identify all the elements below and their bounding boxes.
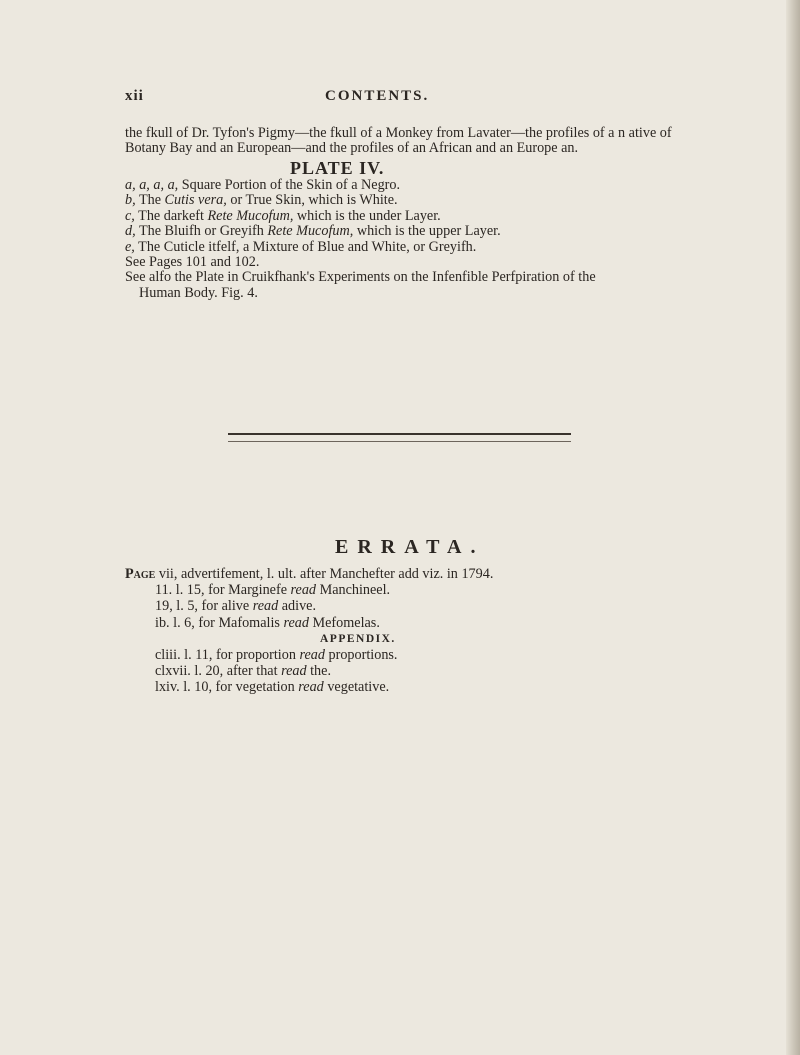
errata-text: ib. l. 6, for Mafomalis — [155, 614, 284, 631]
errata-row — [125, 679, 493, 695]
errata-after: Manchineel. — [316, 582, 391, 599]
errata-row — [125, 647, 493, 663]
errata-text: 19, l. 5, for alive — [155, 598, 253, 615]
errata-row — [125, 598, 493, 614]
errata-text: cliii. l. 11, for proportion — [155, 647, 300, 664]
errata-read: read — [281, 663, 307, 680]
errata-list — [125, 566, 493, 696]
errata-read: read — [299, 647, 325, 664]
errata-after: proportions. — [324, 647, 398, 664]
legend-text-after: which is the upper Layer. — [353, 223, 501, 240]
errata-row — [125, 566, 493, 582]
section-divider — [228, 433, 571, 442]
plate-title: PLATE IV. — [290, 158, 385, 178]
legend-key: e, — [125, 238, 135, 255]
intro-paragraph: the fkull of Dr. Tyfon's Pigmy—the fkull of a Monkey from Lavater—the profiles of a n ative of Botany Bay and an European—and the profiles of an African and an Europe an. — [125, 125, 672, 156]
errata-after: Mefomelas. — [308, 614, 380, 631]
errata-after: vegetative. — [323, 679, 390, 696]
plate-legend-line — [125, 209, 690, 224]
errata-row — [125, 663, 493, 679]
plate-legend-line — [125, 240, 690, 255]
legend-term: Cutis vera, — [164, 192, 227, 209]
plate-legend-line — [125, 224, 690, 239]
errata-text: vii, advertifement, l. ult. after Manchefter add viz. in 1794. — [155, 566, 494, 582]
legend-term: Rete Mucofum, — [267, 223, 354, 240]
legend-text: Square Portion of the Skin of a Negro. — [181, 177, 401, 193]
page-number: xii — [125, 88, 144, 104]
plate-legend — [125, 178, 690, 301]
legend-key: d, — [125, 223, 136, 240]
legend-key: a, a, a, a, — [125, 177, 179, 193]
legend-term: Rete Mucofum, — [207, 207, 294, 224]
plate-legend-line — [125, 193, 690, 208]
legend-text-after: or True Skin, which is White. — [226, 192, 398, 209]
errata-title: ERRATA. — [335, 536, 485, 558]
errata-text: lxiv. l. 10, for vegetation — [155, 679, 299, 696]
errata-text: 11. l. 15, for Marginefe — [155, 582, 291, 599]
see-also-line-cont: Human Body. Fig. 4. — [139, 284, 258, 301]
running-head: CONTENTS. — [325, 88, 430, 104]
legend-key: c, — [125, 207, 135, 224]
legend-text: The Bluifh or Greyifh — [138, 223, 268, 240]
page-edge — [786, 0, 800, 1055]
errata-row — [125, 582, 493, 598]
appendix-label: APPENDIX. — [320, 632, 396, 645]
legend-text: The — [138, 192, 165, 209]
errata-read: read — [290, 582, 317, 599]
errata-text: clxvii. l. 20, after that — [155, 663, 282, 680]
errata-read: read — [252, 598, 279, 615]
legend-text: The darkeft — [138, 207, 208, 224]
see-pages-line: See Pages 101 and 102. — [125, 254, 260, 271]
errata-after: adive. — [278, 598, 317, 615]
legend-text-after: which is the under Layer. — [293, 207, 441, 224]
legend-text: The Cuticle itfelf, a Mixture of Blue and White, or Greyifh. — [138, 238, 477, 255]
errata-read: read — [283, 614, 309, 631]
page-header — [125, 88, 665, 112]
errata-read: read — [298, 679, 324, 696]
errata-lead: Page — [125, 566, 156, 582]
plate-legend-line — [125, 178, 690, 193]
legend-key: b, — [125, 192, 136, 209]
errata-row — [125, 615, 493, 631]
errata-after: the. — [306, 663, 331, 680]
see-also-line: See alfo the Plate in Cruikfhank's Experiments on the Infenfible Perfpiration of the — [125, 269, 596, 286]
